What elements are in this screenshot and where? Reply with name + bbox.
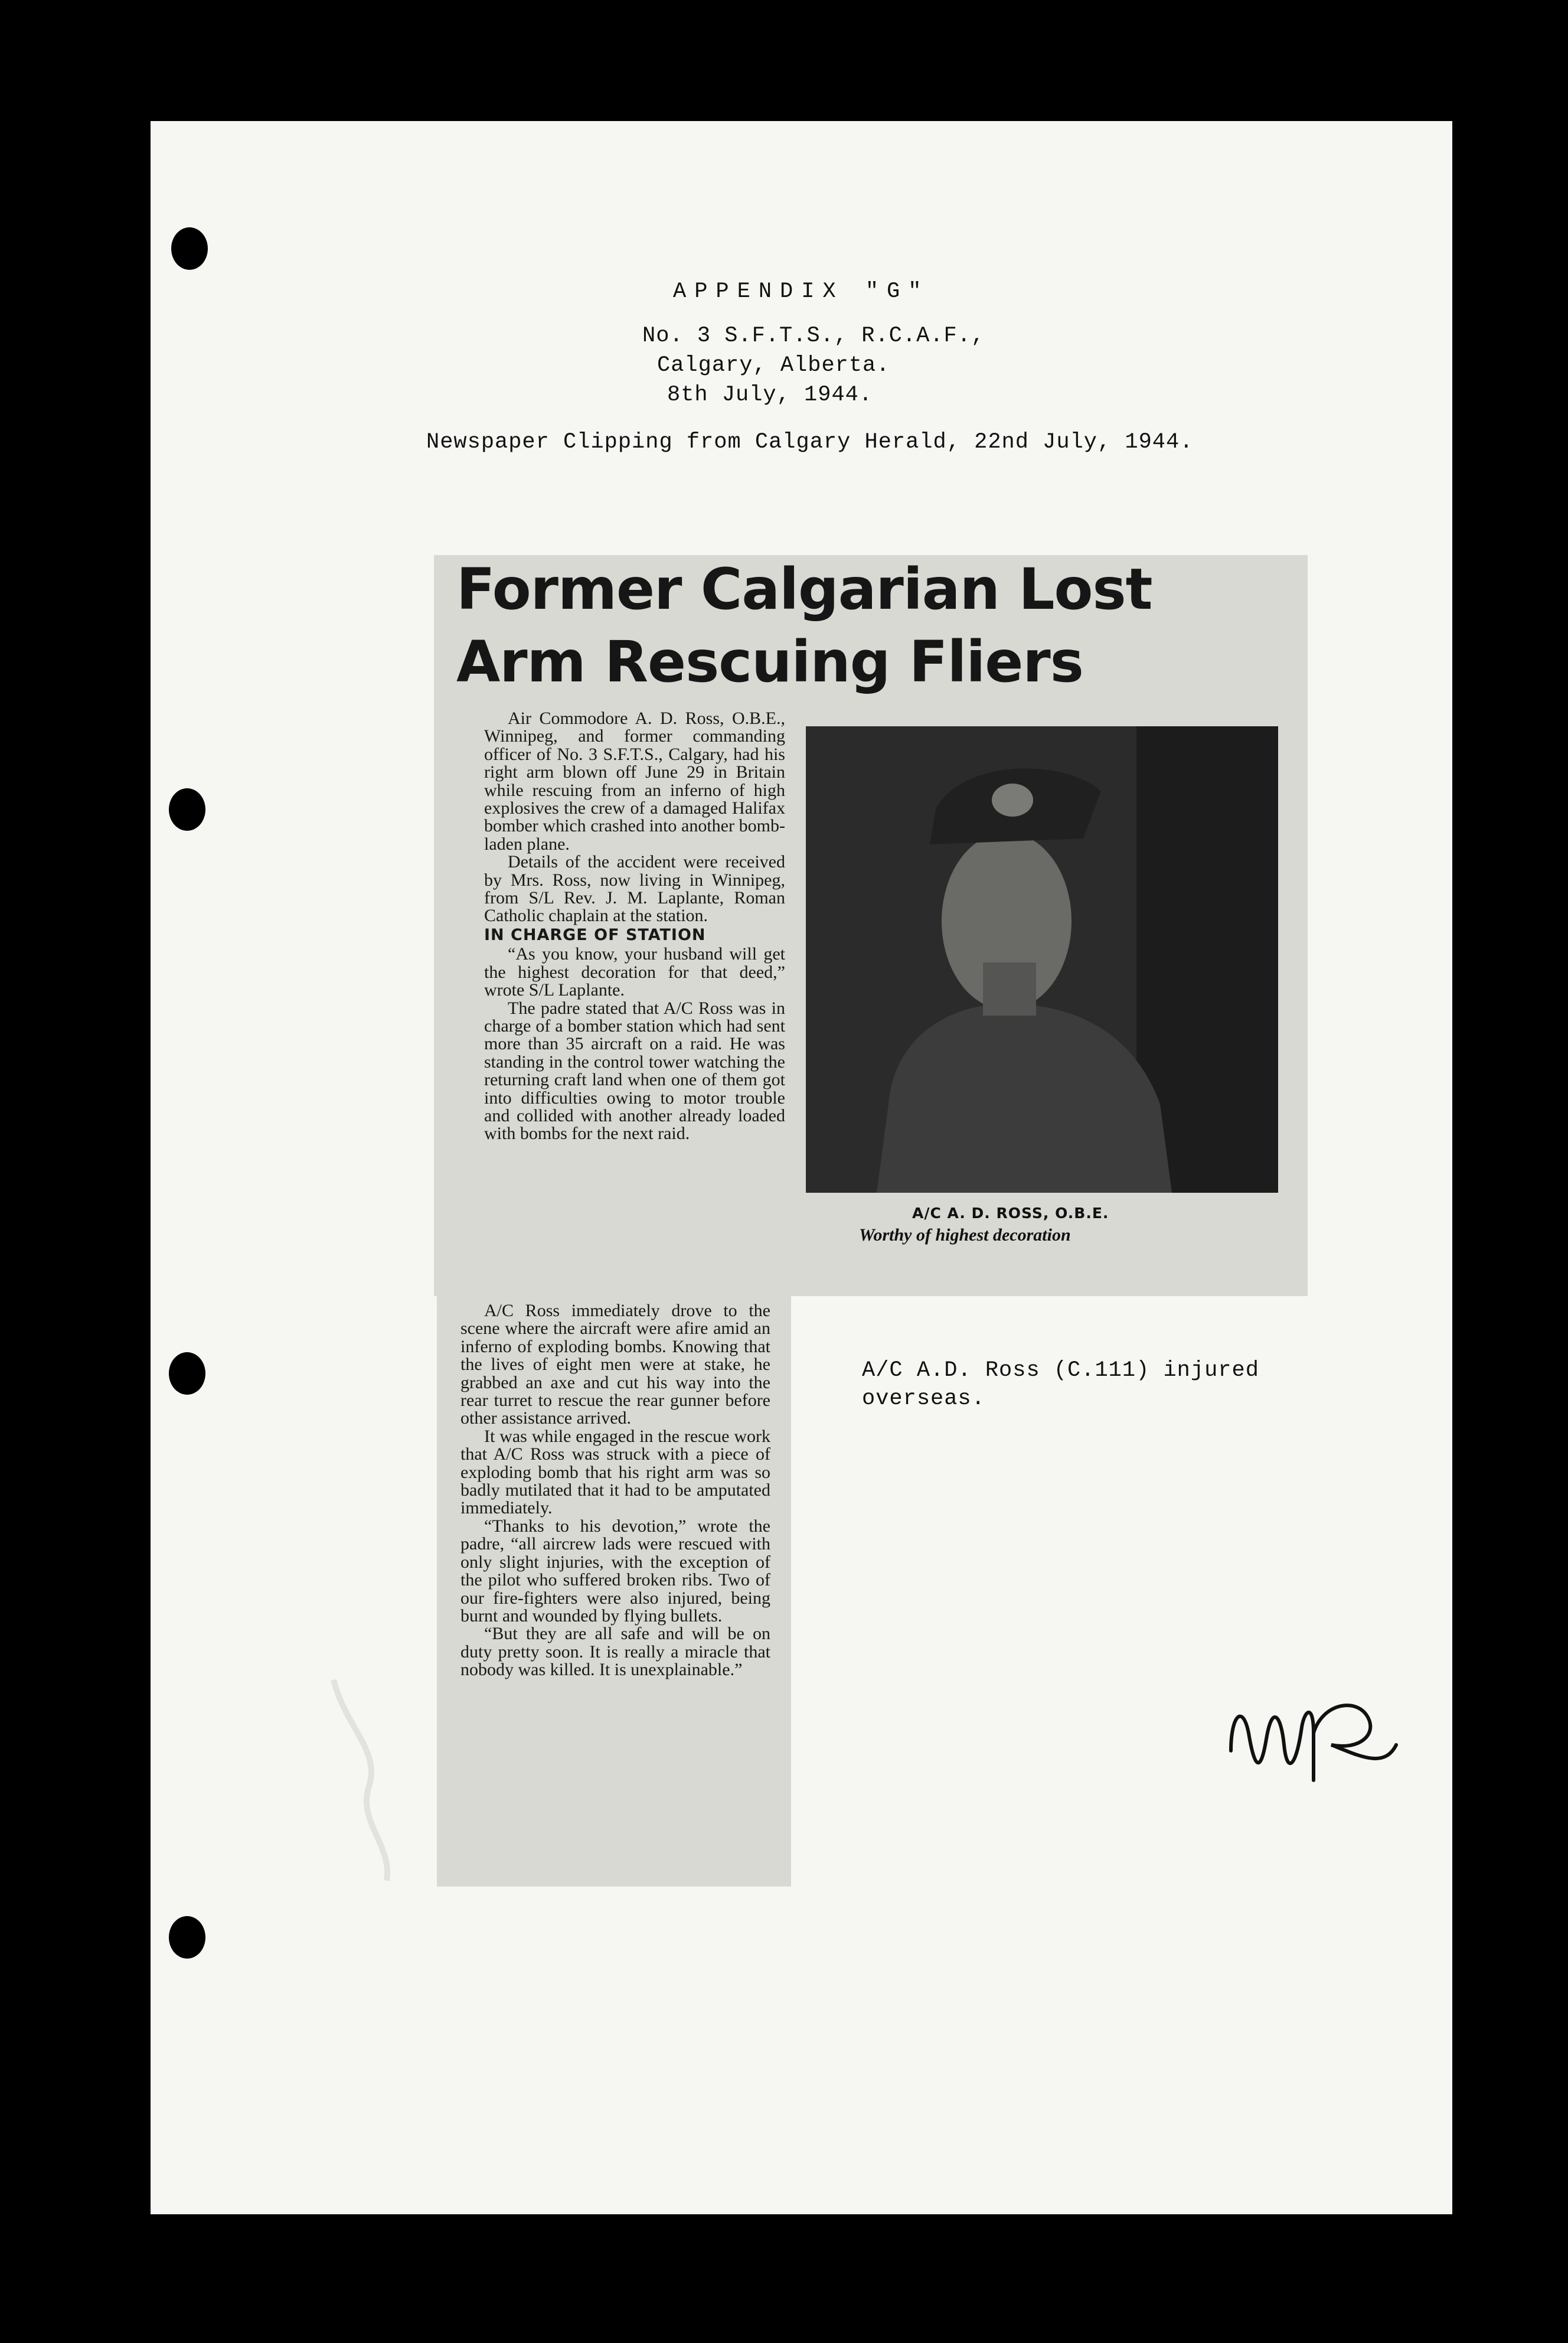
portrait-photo [806,726,1278,1193]
article-paragraph: “But they are all safe and will be on duty pretty soon. It is really a miracle that nobody was killed. It is unexplainable.” [460,1624,770,1680]
newspaper-clipping-column [437,1296,791,1887]
portrait-image [806,726,1278,1193]
handwritten-initials [1225,1680,1402,1798]
article-column-top [484,710,785,1143]
appendix-title: APPENDIX "G" [673,279,930,304]
article-paragraph: “As you know, your husband will get the highest decoration for that deed,” wrote S/L Laplante. [484,944,785,1000]
photo-caption-name: A/C A. D. ROSS, O.B.E. [912,1205,1109,1222]
article-paragraph: “Thanks to his devotion,” wrote the padre, “all aircrew lads were rescued with only slight injuries, with the exception of the pilot who suffered broken ribs. Two of our fire-fighters were also injured, being burnt and wounded by flying bullets. [460,1516,770,1626]
article-paragraph: Air Commodore A. D. Ross, O.B.E., Winnipeg, and former commanding officer of No. 3 S.F.T.S., Calgary, had his right arm blown off June 29 in Britain while rescuing from an inferno of high explosives the crew of a damaged Halifax bomber which crashed into another bomb-laden plane. [484,709,785,854]
note-line-1: A/C A.D. Ross (C.111) injured [862,1358,1259,1383]
headline-line-1: Former Calgarian Lost [456,556,1152,622]
punch-hole [169,788,205,831]
article-paragraph: A/C Ross immediately drove to the scene where the aircraft were afire amid an inferno of exploding bombs. Knowing that the lives of eight men were at stake, he grabbed an axe and cut his way into the rear turret to rescue the rear gunner before other assistance arrived. [460,1301,770,1428]
punch-hole [171,227,208,270]
date-line: 8th July, 1944. [667,383,873,407]
article-paragraph: Details of the accident were received by Mrs. Ross, now living in Winnipeg, from S/L Rev. J. M. Laplante, Roman Catholic chaplain at the station. [484,852,785,926]
article-column-continued [460,1302,770,1679]
note-line-2: overseas. [862,1386,985,1411]
punch-hole [169,1352,205,1395]
newspaper-clipping [434,555,1308,1296]
headline-line-2: Arm Rescuing Fliers [456,629,1083,695]
document-page [151,121,1452,2214]
punch-hole [169,1916,205,1959]
city-line: Calgary, Alberta. [657,353,890,378]
article-paragraph: The padre stated that A/C Ross was in charge of a bomber station which had sent more than 35 aircraft on a raid. He was standing in the control tower watching the returning craft land when one of them got into difficulties owing to motor trouble and collided with another already loaded with bombs for the next raid. [484,998,785,1144]
photo-caption-subtitle: Worthy of highest decoration [859,1225,1071,1245]
unit-line: No. 3 S.F.T.S., R.C.A.F., [642,324,985,348]
article-subhead: IN CHARGE OF STATION [484,925,706,944]
source-line: Newspaper Clipping from Calgary Herald, 22nd July, 1944. [426,430,1194,455]
faint-pencil-mark [298,1656,428,1892]
article-paragraph: It was while engaged in the rescue work that A/C Ross was struck with a piece of exploding bomb that his right arm was so badly mutilated that it had to be amputated immediately. [460,1426,770,1518]
